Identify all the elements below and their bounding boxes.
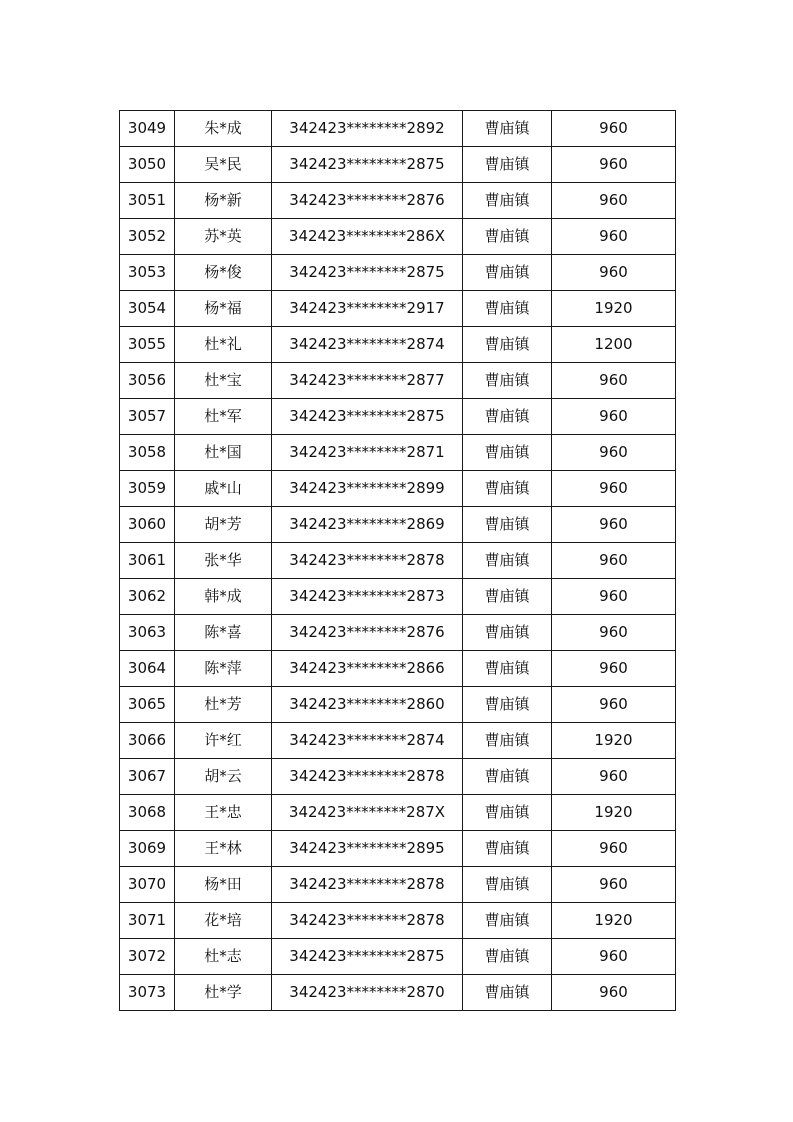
row-number-cell: 3050: [120, 147, 175, 183]
name-cell: 许*红: [175, 723, 272, 759]
row-number-cell: 3060: [120, 507, 175, 543]
id-number-cell: 342423********2878: [272, 903, 463, 939]
town-cell: 曹庙镇: [463, 111, 552, 147]
amount-cell: 960: [552, 615, 676, 651]
table-row: [120, 147, 676, 183]
amount-cell: 960: [552, 759, 676, 795]
name-cell: 王*忠: [175, 795, 272, 831]
row-number-cell: 3063: [120, 615, 175, 651]
town-cell: 曹庙镇: [463, 759, 552, 795]
amount-cell: 960: [552, 147, 676, 183]
id-number-cell: 342423********2873: [272, 579, 463, 615]
name-cell: 胡*云: [175, 759, 272, 795]
amount-cell: 960: [552, 399, 676, 435]
name-cell: 戚*山: [175, 471, 272, 507]
amount-cell: 960: [552, 435, 676, 471]
id-number-cell: 342423********2860: [272, 687, 463, 723]
town-cell: 曹庙镇: [463, 471, 552, 507]
row-number-cell: 3073: [120, 975, 175, 1011]
amount-cell: 960: [552, 975, 676, 1011]
name-cell: 韩*成: [175, 579, 272, 615]
id-number-cell: 342423********2875: [272, 147, 463, 183]
table-row: [120, 579, 676, 615]
table-row: [120, 255, 676, 291]
id-number-cell: 342423********2869: [272, 507, 463, 543]
amount-cell: 960: [552, 831, 676, 867]
amount-cell: 960: [552, 255, 676, 291]
row-number-cell: 3072: [120, 939, 175, 975]
town-cell: 曹庙镇: [463, 327, 552, 363]
table-row: [120, 687, 676, 723]
id-number-cell: 342423********2876: [272, 183, 463, 219]
name-cell: 陈*萍: [175, 651, 272, 687]
name-cell: 杜*国: [175, 435, 272, 471]
table-row: [120, 291, 676, 327]
row-number-cell: 3055: [120, 327, 175, 363]
amount-cell: 960: [552, 363, 676, 399]
id-number-cell: 342423********2871: [272, 435, 463, 471]
id-number-cell: 342423********2895: [272, 831, 463, 867]
row-number-cell: 3068: [120, 795, 175, 831]
table-row: [120, 651, 676, 687]
town-cell: 曹庙镇: [463, 219, 552, 255]
name-cell: 杜*芳: [175, 687, 272, 723]
town-cell: 曹庙镇: [463, 147, 552, 183]
amount-cell: 1920: [552, 795, 676, 831]
amount-cell: 960: [552, 543, 676, 579]
row-number-cell: 3066: [120, 723, 175, 759]
town-cell: 曹庙镇: [463, 255, 552, 291]
id-number-cell: 342423********2892: [272, 111, 463, 147]
amount-cell: 960: [552, 867, 676, 903]
town-cell: 曹庙镇: [463, 687, 552, 723]
town-cell: 曹庙镇: [463, 939, 552, 975]
name-cell: 苏*英: [175, 219, 272, 255]
name-cell: 王*林: [175, 831, 272, 867]
amount-cell: 1920: [552, 291, 676, 327]
table-row: [120, 939, 676, 975]
table-row: [120, 831, 676, 867]
amount-cell: 960: [552, 219, 676, 255]
amount-cell: 1920: [552, 903, 676, 939]
table-row: [120, 723, 676, 759]
amount-cell: 960: [552, 111, 676, 147]
id-number-cell: 342423********2878: [272, 543, 463, 579]
town-cell: 曹庙镇: [463, 903, 552, 939]
name-cell: 花*培: [175, 903, 272, 939]
town-cell: 曹庙镇: [463, 507, 552, 543]
id-number-cell: 342423********2866: [272, 651, 463, 687]
name-cell: 杨*田: [175, 867, 272, 903]
amount-cell: 1920: [552, 723, 676, 759]
row-number-cell: 3051: [120, 183, 175, 219]
town-cell: 曹庙镇: [463, 399, 552, 435]
amount-cell: 1200: [552, 327, 676, 363]
table-row: [120, 975, 676, 1011]
id-number-cell: 342423********2874: [272, 723, 463, 759]
name-cell: 朱*成: [175, 111, 272, 147]
town-cell: 曹庙镇: [463, 651, 552, 687]
id-number-cell: 342423********2878: [272, 867, 463, 903]
name-cell: 陈*喜: [175, 615, 272, 651]
town-cell: 曹庙镇: [463, 795, 552, 831]
row-number-cell: 3058: [120, 435, 175, 471]
row-number-cell: 3067: [120, 759, 175, 795]
amount-cell: 960: [552, 651, 676, 687]
roster-table-body: [120, 111, 676, 1011]
town-cell: 曹庙镇: [463, 291, 552, 327]
name-cell: 胡*芳: [175, 507, 272, 543]
name-cell: 吴*民: [175, 147, 272, 183]
row-number-cell: 3059: [120, 471, 175, 507]
id-number-cell: 342423********2875: [272, 939, 463, 975]
row-number-cell: 3056: [120, 363, 175, 399]
amount-cell: 960: [552, 471, 676, 507]
row-number-cell: 3052: [120, 219, 175, 255]
name-cell: 杜*学: [175, 975, 272, 1011]
town-cell: 曹庙镇: [463, 867, 552, 903]
id-number-cell: 342423********2876: [272, 615, 463, 651]
row-number-cell: 3054: [120, 291, 175, 327]
table-row: [120, 759, 676, 795]
row-number-cell: 3053: [120, 255, 175, 291]
name-cell: 杜*军: [175, 399, 272, 435]
id-number-cell: 342423********287X: [272, 795, 463, 831]
id-number-cell: 342423********2878: [272, 759, 463, 795]
name-cell: 杜*志: [175, 939, 272, 975]
town-cell: 曹庙镇: [463, 183, 552, 219]
table-row: [120, 327, 676, 363]
id-number-cell: 342423********2874: [272, 327, 463, 363]
table-row: [120, 795, 676, 831]
id-number-cell: 342423********2875: [272, 399, 463, 435]
roster-table: [119, 110, 676, 1011]
table-row: [120, 219, 676, 255]
row-number-cell: 3071: [120, 903, 175, 939]
table-row: [120, 867, 676, 903]
row-number-cell: 3064: [120, 651, 175, 687]
table-row: [120, 507, 676, 543]
amount-cell: 960: [552, 183, 676, 219]
row-number-cell: 3065: [120, 687, 175, 723]
id-number-cell: 342423********2870: [272, 975, 463, 1011]
table-row: [120, 903, 676, 939]
name-cell: 杜*礼: [175, 327, 272, 363]
town-cell: 曹庙镇: [463, 363, 552, 399]
row-number-cell: 3069: [120, 831, 175, 867]
id-number-cell: 342423********2875: [272, 255, 463, 291]
name-cell: 杨*新: [175, 183, 272, 219]
id-number-cell: 342423********2899: [272, 471, 463, 507]
amount-cell: 960: [552, 507, 676, 543]
row-number-cell: 3061: [120, 543, 175, 579]
town-cell: 曹庙镇: [463, 543, 552, 579]
id-number-cell: 342423********2917: [272, 291, 463, 327]
table-row: [120, 615, 676, 651]
name-cell: 杨*俊: [175, 255, 272, 291]
table-row: [120, 399, 676, 435]
id-number-cell: 342423********286X: [272, 219, 463, 255]
town-cell: 曹庙镇: [463, 723, 552, 759]
name-cell: 杜*宝: [175, 363, 272, 399]
town-cell: 曹庙镇: [463, 615, 552, 651]
table-row: [120, 471, 676, 507]
table-row: [120, 183, 676, 219]
row-number-cell: 3070: [120, 867, 175, 903]
table-row: [120, 363, 676, 399]
town-cell: 曹庙镇: [463, 579, 552, 615]
name-cell: 张*华: [175, 543, 272, 579]
amount-cell: 960: [552, 687, 676, 723]
town-cell: 曹庙镇: [463, 831, 552, 867]
row-number-cell: 3062: [120, 579, 175, 615]
id-number-cell: 342423********2877: [272, 363, 463, 399]
table-row: [120, 543, 676, 579]
table-row: [120, 435, 676, 471]
row-number-cell: 3049: [120, 111, 175, 147]
row-number-cell: 3057: [120, 399, 175, 435]
town-cell: 曹庙镇: [463, 975, 552, 1011]
table-row: [120, 111, 676, 147]
amount-cell: 960: [552, 579, 676, 615]
amount-cell: 960: [552, 939, 676, 975]
name-cell: 杨*福: [175, 291, 272, 327]
town-cell: 曹庙镇: [463, 435, 552, 471]
